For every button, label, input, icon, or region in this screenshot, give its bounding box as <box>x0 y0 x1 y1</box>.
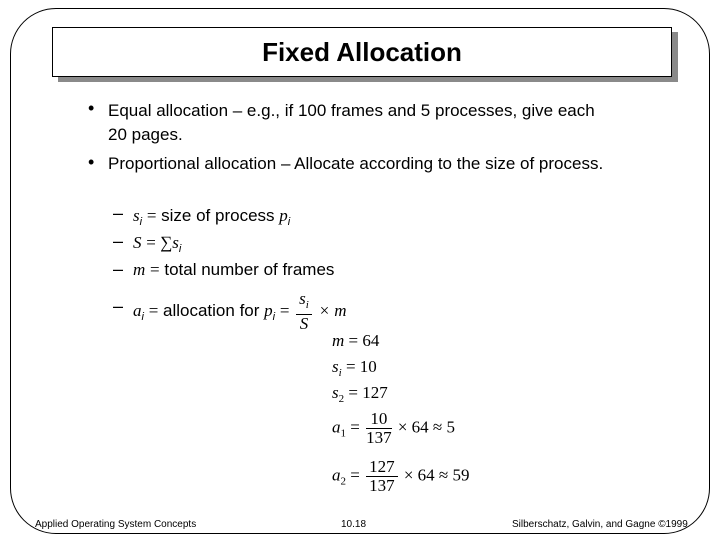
sub-1: 1 <box>340 427 346 440</box>
fraction-numerator <box>296 290 312 315</box>
sub-i: i <box>338 367 342 379</box>
def-si <box>133 206 290 228</box>
example-s2 <box>332 383 388 405</box>
def-S <box>133 233 181 255</box>
fraction-a1 <box>366 410 392 447</box>
op-sum: = ∑ <box>146 233 173 252</box>
example-m <box>332 331 379 351</box>
bullet-2-symbol: • <box>88 152 95 172</box>
bullet-2-text: Proportional allocation – Allocate according to the size of process. <box>108 154 604 173</box>
var-s: s <box>299 289 306 308</box>
sub-i: i <box>305 299 309 311</box>
value-si: = 10 <box>345 357 377 376</box>
sub-i: i <box>272 310 276 323</box>
sub-i: i <box>139 216 143 228</box>
example-a2 <box>332 458 470 495</box>
def-ai <box>133 290 347 333</box>
def-m-text: total number of frames <box>164 260 335 279</box>
var-p: p <box>264 300 273 320</box>
title-box <box>52 27 672 77</box>
var-s: s <box>332 383 339 402</box>
sub-i: i <box>287 216 291 228</box>
var-s: s <box>332 357 339 376</box>
op-eq: = <box>146 206 157 225</box>
fraction-denominator: 137 <box>366 428 392 447</box>
op-eq: = <box>350 465 360 485</box>
var-p: p <box>279 206 288 225</box>
times-m: × m <box>318 300 347 320</box>
fraction-denominator: S <box>299 314 309 333</box>
var-a: a <box>332 465 341 485</box>
footer-left: Applied Operating System Concepts <box>35 519 197 530</box>
example-si <box>332 357 377 379</box>
def-si-text: size of process <box>161 206 275 225</box>
value-s2: = 127 <box>348 383 388 402</box>
var-m: m <box>332 331 345 350</box>
example-a1 <box>332 410 455 447</box>
value-m: = 64 <box>348 331 380 350</box>
op-eq: = <box>148 300 159 320</box>
fraction-denominator: 137 <box>369 476 395 495</box>
footer-page-number: 10.18 <box>341 519 367 530</box>
bullet-1-symbol: • <box>88 98 95 118</box>
sub-i: i <box>141 310 144 323</box>
bullet-1-text <box>108 99 698 147</box>
sub-i: i <box>178 243 182 255</box>
var-a: a <box>133 300 142 320</box>
dash-2: – <box>113 231 124 251</box>
result-a1: × 64 ≈ 5 <box>397 417 456 437</box>
sub-2: 2 <box>338 393 345 405</box>
slide-title: Fixed Allocation <box>262 36 462 67</box>
bullet-1-line-1: Equal allocation – e.g., if 100 frames and 5 processes, give each <box>108 101 595 120</box>
result-a2: × 64 ≈ 59 <box>403 465 470 485</box>
fraction-numerator: 10 <box>366 410 392 429</box>
var-a: a <box>332 417 341 437</box>
op-eq: = <box>279 300 290 320</box>
dash-4: – <box>113 296 124 316</box>
op-eq: = <box>150 260 160 279</box>
fraction-numerator: 127 <box>366 458 398 477</box>
dash-1: – <box>113 203 124 223</box>
fraction-si-over-S <box>296 290 312 333</box>
fraction-a2 <box>366 458 398 495</box>
var-s: s <box>133 206 140 225</box>
dash-3: – <box>113 259 124 279</box>
var-S: S <box>133 233 142 252</box>
footer-right: Silberschatz, Galvin, and Gagne ©1999 <box>512 519 688 530</box>
bullet-1-line-2: 20 pages. <box>108 125 183 144</box>
sub-2: 2 <box>340 475 346 488</box>
def-ai-text: allocation for <box>163 300 260 320</box>
var-s: s <box>172 233 179 252</box>
op-eq: = <box>350 417 360 437</box>
var-m: m <box>133 260 146 279</box>
def-m <box>133 260 334 280</box>
